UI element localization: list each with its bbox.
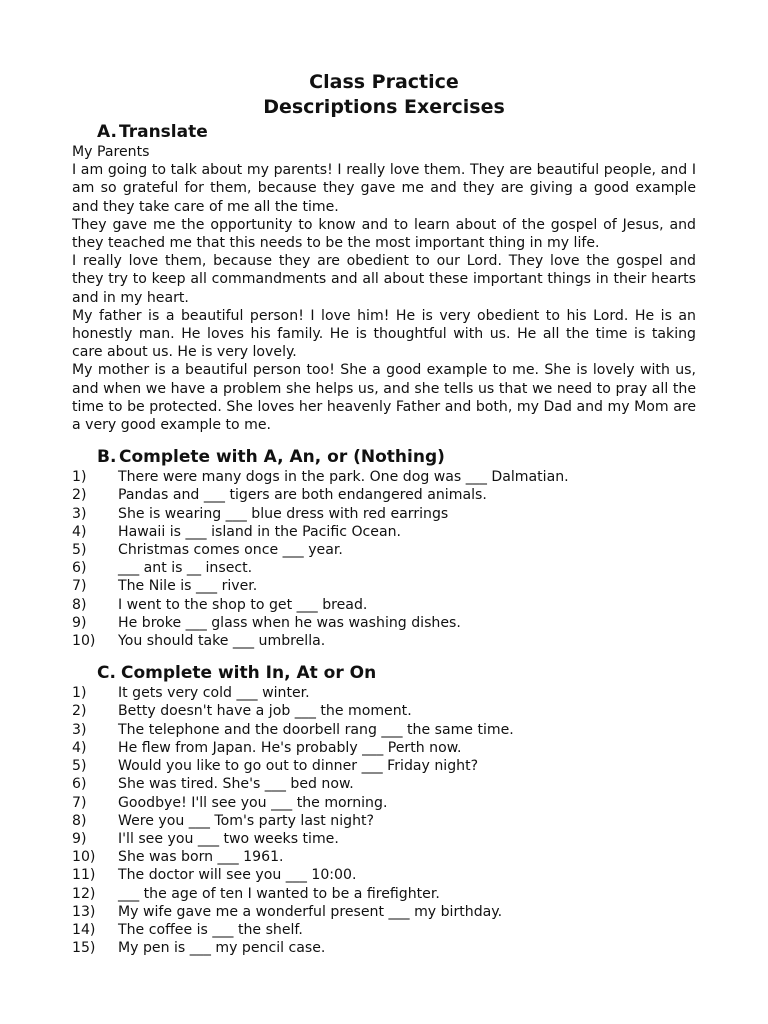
item-text: Would you like to go out to dinner ___ Friday night? — [118, 758, 479, 775]
title-line-2: Descriptions Exercises — [263, 96, 505, 118]
list-item — [72, 721, 696, 739]
item-text: The doctor will see you ___ 10:00. — [118, 867, 357, 884]
item-text: The Nile is ___ river. — [118, 578, 258, 595]
paragraph: My mother is a beautiful person too! She a good example to me. She is lovely with us, and when we have a problem she helps us, and she tells us that we need to pray all the time to be protected. She loves her heavenly Father and both, my Dad and my Mom are a very good example to me. — [72, 362, 696, 434]
item-text: My pen is ___ my pencil case. — [118, 940, 326, 957]
list-item — [72, 486, 696, 504]
item-number: 9) — [72, 830, 87, 847]
list-item — [72, 596, 696, 614]
section-a-letter: A. — [97, 122, 117, 142]
section-c-list — [72, 684, 696, 957]
item-text: He flew from Japan. He's probably ___ Perth now. — [118, 739, 462, 756]
item-number: 5) — [72, 758, 87, 775]
item-text: Goodbye! I'll see you ___ the morning. — [118, 794, 388, 811]
item-text: She is wearing ___ blue dress with red earrings — [118, 505, 449, 522]
item-number: 2) — [72, 487, 87, 504]
paragraph: My father is a beautiful person! I love him! He is very obedient to his Lord. He is an honestly man. He loves his family. He is thoughtful with us. He all the time is taking care about us. He is very lovely. — [72, 307, 696, 361]
list-item — [72, 684, 696, 702]
item-number: 11) — [72, 867, 96, 884]
item-text: She was tired. She's ___ bed now. — [118, 776, 354, 793]
list-item — [72, 903, 696, 921]
item-number: 8) — [72, 812, 87, 829]
item-number: 3) — [72, 721, 87, 738]
list-item — [72, 921, 696, 939]
item-number: 4) — [72, 739, 87, 756]
document-title — [72, 70, 696, 120]
item-text: It gets very cold ___ winter. — [118, 685, 310, 702]
section-a-heading — [72, 121, 696, 143]
item-text: I'll see you ___ two weeks time. — [118, 830, 339, 847]
item-number: 2) — [72, 703, 87, 720]
item-text: There were many dogs in the park. One dog was ___ Dalmatian. — [118, 469, 569, 486]
item-number: 3) — [72, 505, 87, 522]
item-text: Betty doesn't have a job ___ the moment. — [118, 703, 412, 720]
list-item — [72, 848, 696, 866]
item-number: 1) — [72, 685, 87, 702]
section-b-title: Complete with A, An, or (Nothing) — [119, 447, 445, 468]
item-text: ___ the age of ten I wanted to be a firefighter. — [118, 885, 440, 902]
list-item — [72, 885, 696, 903]
item-text: I went to the shop to get ___ bread. — [118, 596, 368, 613]
list-item — [72, 939, 696, 957]
item-number: 10) — [72, 849, 96, 866]
item-text: My wife gave me a wonderful present ___ my birthday. — [118, 903, 503, 920]
item-number: 10) — [72, 633, 96, 650]
list-item — [72, 812, 696, 830]
list-item — [72, 614, 696, 632]
item-text: Pandas and ___ tigers are both endangered animals. — [118, 487, 487, 504]
item-text: He broke ___ glass when he was washing dishes. — [118, 614, 461, 631]
item-number: 6) — [72, 776, 87, 793]
item-number: 7) — [72, 794, 87, 811]
list-item — [72, 739, 696, 757]
item-number: 8) — [72, 596, 87, 613]
paragraph: I am going to talk about my parents! I really love them. They are beautiful people, and I am so grateful for them, because they gave me and they are giving a good example and they take care of me all the time. — [72, 162, 696, 215]
item-number: 5) — [72, 542, 87, 559]
paragraph: I really love them, because they are obedient to our Lord. They love the gospel and they try to keep all commandments and all about these important things in their hearts and in my heart. — [72, 253, 696, 306]
item-number: 15) — [72, 940, 96, 957]
section-b-list — [72, 468, 696, 650]
list-item — [72, 505, 696, 523]
item-text: You should take ___ umbrella. — [118, 633, 326, 650]
item-number: 13) — [72, 903, 96, 920]
item-text: She was born ___ 1961. — [118, 849, 284, 866]
item-number: 6) — [72, 560, 87, 577]
list-item — [72, 577, 696, 595]
list-item — [72, 775, 696, 793]
item-number: 12) — [72, 885, 96, 902]
item-text: The telephone and the doorbell rang ___ the same time. — [118, 721, 514, 738]
item-number: 4) — [72, 523, 87, 540]
list-item — [72, 541, 696, 559]
item-number: 14) — [72, 921, 96, 938]
item-text: ___ ant is __ insect. — [118, 560, 253, 577]
item-text: The coffee is ___ the shelf. — [118, 921, 303, 938]
item-number: 1) — [72, 469, 87, 486]
list-item — [72, 830, 696, 848]
paragraph: They gave me the opportunity to know and to learn about of the gospel of Jesus, and they teached me that this needs to be the most important thing in my life. — [72, 216, 696, 252]
list-item — [72, 559, 696, 577]
section-c-letter: C. — [97, 663, 116, 684]
list-item — [72, 794, 696, 812]
section-b-heading — [72, 446, 696, 468]
section-c-title: Complete with In, At or On — [121, 663, 377, 684]
list-item — [72, 523, 696, 541]
list-item — [72, 468, 696, 486]
section-a-title: Translate — [119, 122, 208, 142]
section-c-heading — [72, 662, 696, 684]
list-item — [72, 757, 696, 775]
list-item — [72, 632, 696, 650]
item-number: 9) — [72, 614, 87, 631]
document-page — [72, 70, 696, 957]
item-text: Were you ___ Tom's party last night? — [118, 812, 375, 829]
list-item — [72, 866, 696, 884]
list-item — [72, 702, 696, 720]
item-text: Hawaii is ___ island in the Pacific Ocean. — [118, 523, 402, 540]
item-number: 7) — [72, 578, 87, 595]
item-text: Christmas comes once ___ year. — [118, 542, 343, 559]
title-line-1: Class Practice — [309, 71, 459, 93]
section-a-subtitle: My Parents — [72, 144, 150, 160]
section-b-letter: B. — [97, 447, 117, 468]
